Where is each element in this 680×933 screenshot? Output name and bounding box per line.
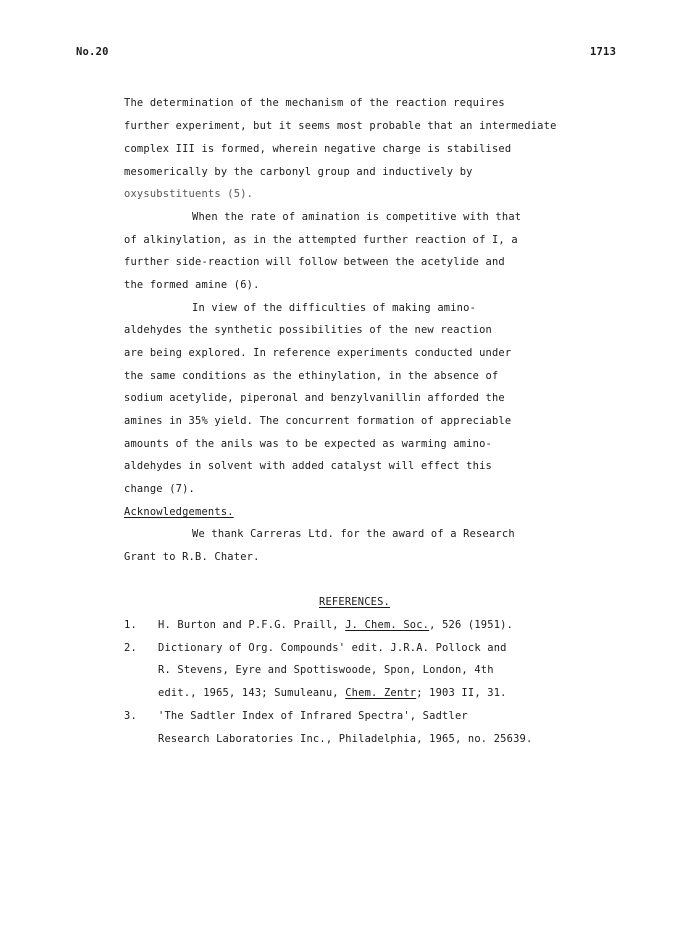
reference-citation: , 526 (1951). <box>429 619 514 631</box>
reference-citation: edit., 1965, 143; Sumuleanu, <box>158 687 346 699</box>
page-number: 1713 <box>590 46 617 58</box>
body-line: When the rate of amination is competitive with that <box>192 211 522 223</box>
references-heading: REFERENCES. <box>319 596 391 608</box>
body-line: oxysubstituents (5). <box>124 188 254 200</box>
reference-line: Research Laboratories Inc., Philadelphia, 1965, no. 25639. <box>158 733 533 745</box>
acknowledgements-heading: Acknowledgements. <box>124 506 234 518</box>
body-line: further side-reaction will follow between the acetylide and <box>124 256 505 268</box>
body-line: Grant to R.B. Chater. <box>124 551 260 563</box>
body-line: further experiment, but it seems most probable that an intermediate <box>124 120 557 132</box>
reference-number: 3. <box>124 710 137 722</box>
body-line: We thank Carreras Ltd. for the award of a Research <box>192 528 515 540</box>
body-line: aldehydes the synthetic possibilities of the new reaction <box>124 324 492 336</box>
reference-number: 1. <box>124 619 137 631</box>
journal-title: J. Chem. Soc. <box>345 619 430 631</box>
body-line: change (7). <box>124 483 196 495</box>
body-line: mesomerically by the carbonyl group and inductively by <box>124 166 473 178</box>
journal-title: Chem. Zentr <box>345 687 417 699</box>
body-line: complex III is formed, wherein negative charge is stabilised <box>124 143 512 155</box>
body-line: the same conditions as the ethinylation, in the absence of <box>124 370 499 382</box>
body-line: amounts of the anils was to be expected as warming amino- <box>124 438 492 450</box>
reference-number: 2. <box>124 642 137 654</box>
journal-issue-number: No.20 <box>76 46 109 58</box>
reference-line: R. Stevens, Eyre and Spottiswoode, Spon, London, 4th <box>158 664 494 676</box>
reference-authors: H. Burton and P.F.G. Praill, <box>158 619 346 631</box>
body-line: sodium acetylide, piperonal and benzylvanillin afforded the <box>124 392 505 404</box>
body-line: amines in 35% yield. The concurrent formation of appreciable <box>124 415 512 427</box>
reference-citation: ; 1903 II, 31. <box>416 687 507 699</box>
body-line: are being explored. In reference experiments conducted under <box>124 347 512 359</box>
body-line: aldehydes in solvent with added catalyst will effect this <box>124 460 492 472</box>
body-line: of alkinylation, as in the attempted further reaction of I, a <box>124 234 518 246</box>
reference-line: Dictionary of Org. Compounds' edit. J.R.A. Pollock and <box>158 642 507 654</box>
reference-line <box>158 687 507 699</box>
reference-line: 'The Sadtler Index of Infrared Spectra', Sadtler <box>158 710 468 722</box>
body-line: In view of the difficulties of making amino- <box>192 302 477 314</box>
body-line: The determination of the mechanism of the reaction requires <box>124 97 505 109</box>
reference-line <box>158 619 513 631</box>
body-line: the formed amine (6). <box>124 279 260 291</box>
